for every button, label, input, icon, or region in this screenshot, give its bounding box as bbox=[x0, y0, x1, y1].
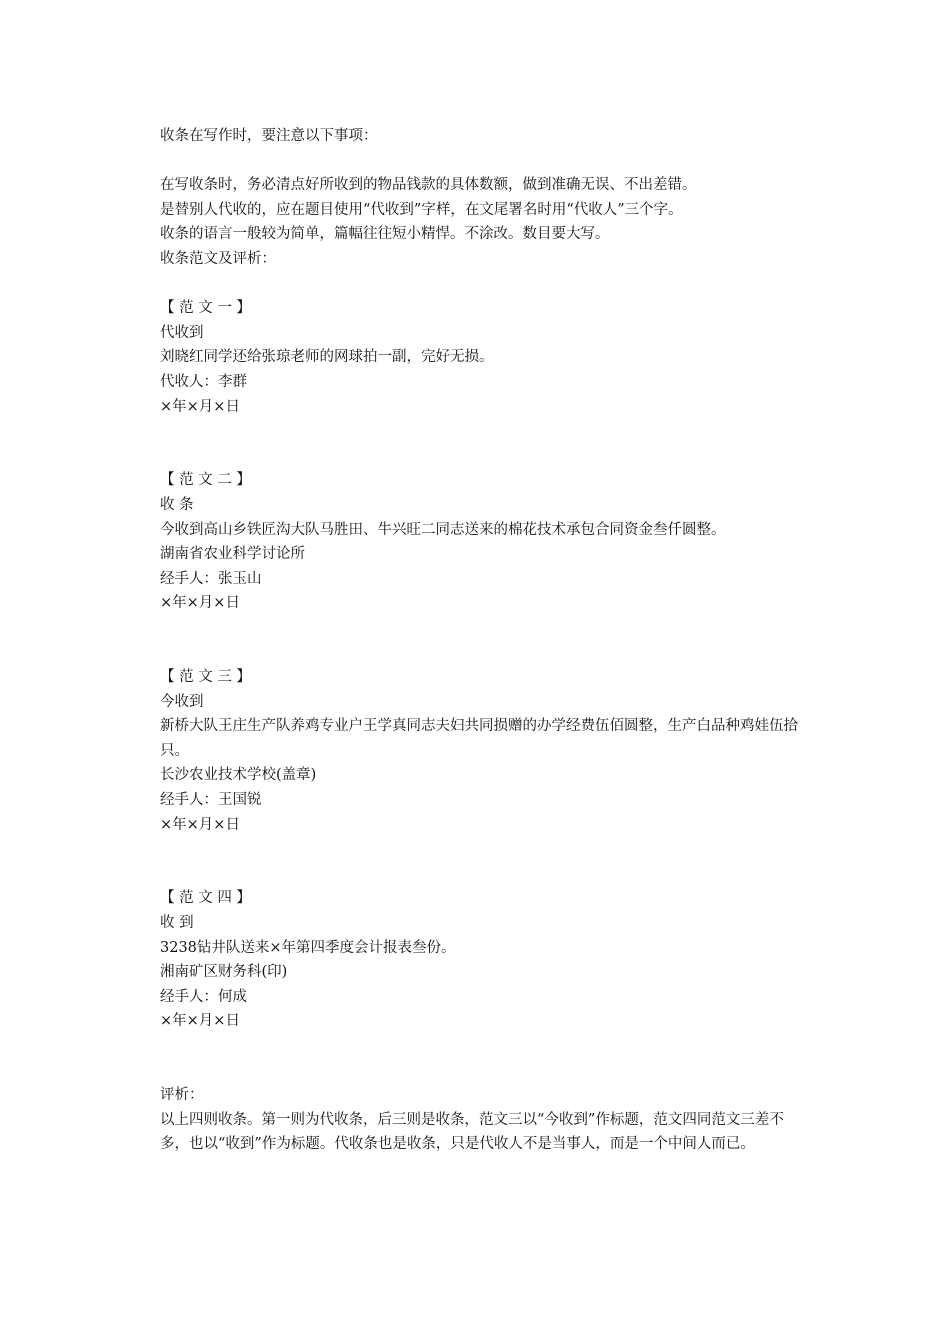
sample-label: 【 范 文 四 】 bbox=[160, 890, 251, 907]
analysis-section bbox=[160, 1083, 810, 1157]
sample-title: 今收到 bbox=[160, 693, 204, 710]
sample-label: 【 范 文 一 】 bbox=[160, 300, 251, 317]
spacer bbox=[160, 419, 810, 468]
sample-label: 【 范 文 二 】 bbox=[160, 472, 251, 489]
sample-date: ×年×月×日 bbox=[160, 1013, 240, 1030]
spacer bbox=[160, 1034, 810, 1083]
sample-4 bbox=[160, 886, 810, 1034]
document-body bbox=[160, 124, 810, 1157]
spacer bbox=[160, 616, 810, 665]
intro-heading: 收条在写作时，要注意以下事项： bbox=[160, 128, 378, 144]
sample-date: ×年×月×日 bbox=[160, 595, 240, 612]
intro-point-3: 收条的语言一般较为简单，篇幅往往短小精悍。不涂改。数目要大写。 bbox=[160, 226, 610, 243]
sample-title: 收 到 bbox=[160, 915, 194, 931]
sample-org: 湖南省农业科学讨论所 bbox=[160, 546, 305, 563]
sample-label: 【 范 文 三 】 bbox=[160, 669, 251, 686]
intro-point-1: 在写收条时，务必清点好所收到的物品钱款的具体数额，做到准确无误、不出差错。 bbox=[160, 177, 697, 194]
intro-point-2: 是替别人代收的，应在题目使用“代收到”字样，在文尾署名时用“代收人”三个字。 bbox=[160, 201, 683, 218]
sample-body: 刘晓红同学还给张琼老师的网球拍一副，完好无损。 bbox=[160, 349, 494, 366]
sample-signer: 经手人：何成 bbox=[160, 988, 247, 1005]
spacer bbox=[160, 149, 810, 174]
sample-1 bbox=[160, 296, 810, 419]
sample-body: 今收到高山乡铁匠沟大队马胜田、牛兴旺二同志送来的棉花技术承包合同资金叁仟圆整。 bbox=[160, 521, 726, 538]
sample-body: 新桥大队王庄生产队养鸡专业户王学真同志夫妇共同损赠的办学经费伍佰圆整，生产白品种鸡娃伍拾只。 bbox=[160, 718, 798, 759]
samples-heading: 收条范文及评析： bbox=[160, 250, 276, 267]
sample-body: 3238钻井队送来×年第四季度会计报表叁份。 bbox=[160, 939, 456, 956]
analysis-body: 以上四则收条。第一则为代收条，后三则是收条，范文三以“今收到”作标题，范文四同范文三差不多，也以“收到”作为标题。代收条也是收条，只是代收人不是当事人，而是一个中间人而已。 bbox=[160, 1111, 784, 1153]
sample-org: 湘南矿区财务科(印) bbox=[160, 964, 288, 981]
sample-3 bbox=[160, 665, 810, 837]
sample-signer: 代收人：李群 bbox=[160, 373, 247, 390]
sample-date: ×年×月×日 bbox=[160, 398, 240, 415]
sample-2 bbox=[160, 468, 810, 616]
spacer bbox=[160, 272, 810, 297]
sample-title: 代收到 bbox=[160, 324, 204, 341]
sample-signer: 经手人：王国锐 bbox=[160, 792, 262, 809]
sample-title: 收 条 bbox=[160, 496, 194, 513]
sample-date: ×年×月×日 bbox=[160, 816, 240, 833]
spacer bbox=[160, 837, 810, 886]
analysis-heading: 评析： bbox=[160, 1087, 204, 1104]
sample-signer: 经手人：张玉山 bbox=[160, 570, 262, 587]
sample-org: 长沙农业技术学校(盖章) bbox=[160, 767, 317, 784]
